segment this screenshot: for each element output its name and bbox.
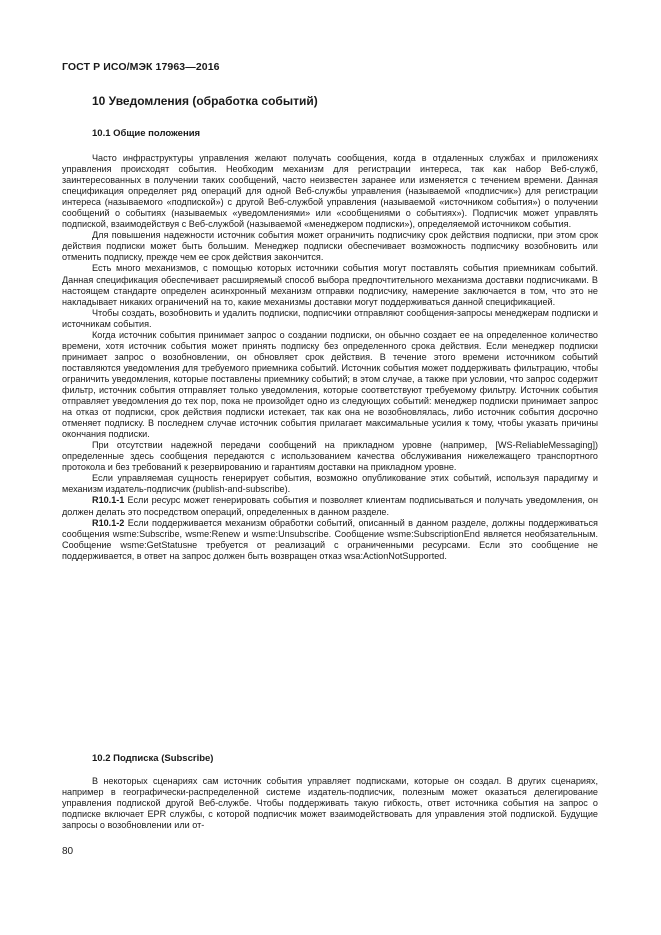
requirement-paragraph bbox=[62, 518, 598, 562]
subsection-title-10-2: 10.2 Подписка (Subscribe) bbox=[92, 753, 214, 764]
section-title: 10 Уведомления (обработка событий) bbox=[92, 94, 318, 108]
paragraph: Когда источник события принимает запрос о создании подписки, он обычно создает ее на определенное количество времени, хотя источник события может принять подписку без определенного срока действия. Если менеджер подписки принимает запрос о возобновлении, он обновляет срок действия. В течение этого времени источником событий поставляются уведомления для требуемого приемника событий. Источник события может поддерживать фильтрацию, чтобы ограничить уведомления, которые поставлены приемнику событий; в этом случае, а также при условии, что запрос содержит фильтр, источник события отправляет только уведомления, которые соответствуют требуемому фильтру. Источник события отправляет уведомления до тех пор, пока не произойдет одно из следующих событий: менеджер подписки принимает запрос на отказ от подписки, срок действия подписки истекает, так как она не возобновлялась, либо источник события досрочно отменяет подписку. В последнем случае источник события прилагает максимальные усилия к тому, чтобы указать причины окончания подписки. bbox=[62, 329, 598, 440]
paragraph: В некоторых сценариях сам источник события управляет подписками, которые он создал. В других сценариях, например в географически-распределенной системе издатель-подписчик, полезным может оказаться делегирование управления подпиской другой Веб-службе. Чтобы поддерживать такую гибкость, ответ источника события на запрос о подписке включает EPR службы, с которой подписчик может взаимодействовать для управления этой подпиской. Будущие запросы о возобновлении или от- bbox=[62, 776, 598, 831]
requirement-paragraph bbox=[62, 495, 598, 517]
subsection-10-2-body bbox=[62, 776, 598, 831]
paragraph: Есть много механизмов, с помощью которых источники события могут поставлять события приемникам событий. Данная спецификация обеспечивает расширяемый способ выбора предпочтительного механизма доставки подписчиками. В настоящем стандарте определен асинхронный механизм отправки подписчику, намерение заключается в том, что это не накладывает никаких ограничений на то, какие механизмы доставки могут поддерживаться данной спецификацией. bbox=[62, 263, 598, 307]
requirement-id: R10.1-1 bbox=[92, 495, 125, 506]
page-number: 80 bbox=[62, 846, 74, 857]
paragraph: При отсутствии надежной передачи сообщений на прикладном уровне (например, [WS-ReliableMessaging]) определенные здесь сообщения передаются с использованием качества обслуживания нижележащего транспортного протокола и без требований к резервированию и гарантиям доставки на прикладном уровне. bbox=[62, 440, 598, 473]
subsection-10-1-body bbox=[62, 153, 598, 562]
paragraph: Чтобы создать, возобновить и удалить подписки, подписчики отправляют сообщения-запросы менеджерам подписки и источникам события. bbox=[62, 307, 598, 329]
document-header: ГОСТ Р ИСО/МЭК 17963—2016 bbox=[62, 61, 220, 73]
requirement-id: R10.1-2 bbox=[92, 517, 125, 528]
paragraph: Если управляемая сущность генерирует события, возможно опубликование этих событий, используя парадигму и механизм издатель-подписчик (publish-and-subscribe). bbox=[62, 473, 598, 495]
paragraph: Для повышения надежности источник события может ограничить подписчику срок действия подписки, при этом срок действия подписки может быть большим. Менеджер подписки обеспечивает возможность подписчику возобновить или отменить подписку, прежде чем ее срок действия закончится. bbox=[62, 230, 598, 263]
subsection-title-10-1: 10.1 Общие положения bbox=[92, 128, 201, 139]
requirement-text: Если поддерживается механизм обработки событий, описанный в данном разделе, должны поддерживаться сообщения wsme:Subscribe, wsme:Renew и wsme:Unsubscribe. Сообщение wsme:SubscriptionEnd является необязательным. Сообщение wsme:GetStatusне требуется от реализаций с ограниченными ресурсами. Если это сообщение не поддерживается, в ответ на запрос должен быть возвращен отказ wsa:ActionNotSupported. bbox=[62, 517, 598, 561]
paragraph: Часто инфраструктуры управления желают получать сообщения, когда в отдаленных службах и приложениях управления происходят события. Необходим механизм для регистрации интереса, так как набор Веб-служб, заинтересованных в получении таких сообщений, часто неизвестен заранее или изменяется с течением времени. Данная спецификация определяет ряд операций для одной Веб-службы управления (называемой «подписчик») для регистрации интереса (называемого «подпиской») с другой Веб-службой управления (называемой «источником события») о получении сообщений о событиях (называемых «уведомлениями» или «сообщениями о событиях»). Подписчик может управлять подпиской, взаимодействуя с Веб-службой (называемой «менеджером подписки»), определяемой источником события. bbox=[62, 153, 598, 230]
requirement-text: Если ресурс может генерировать события и позволяет клиентам подписываться и получать уведомления, он должен делать это посредством операций, определенных в данном разделе. bbox=[62, 495, 598, 517]
